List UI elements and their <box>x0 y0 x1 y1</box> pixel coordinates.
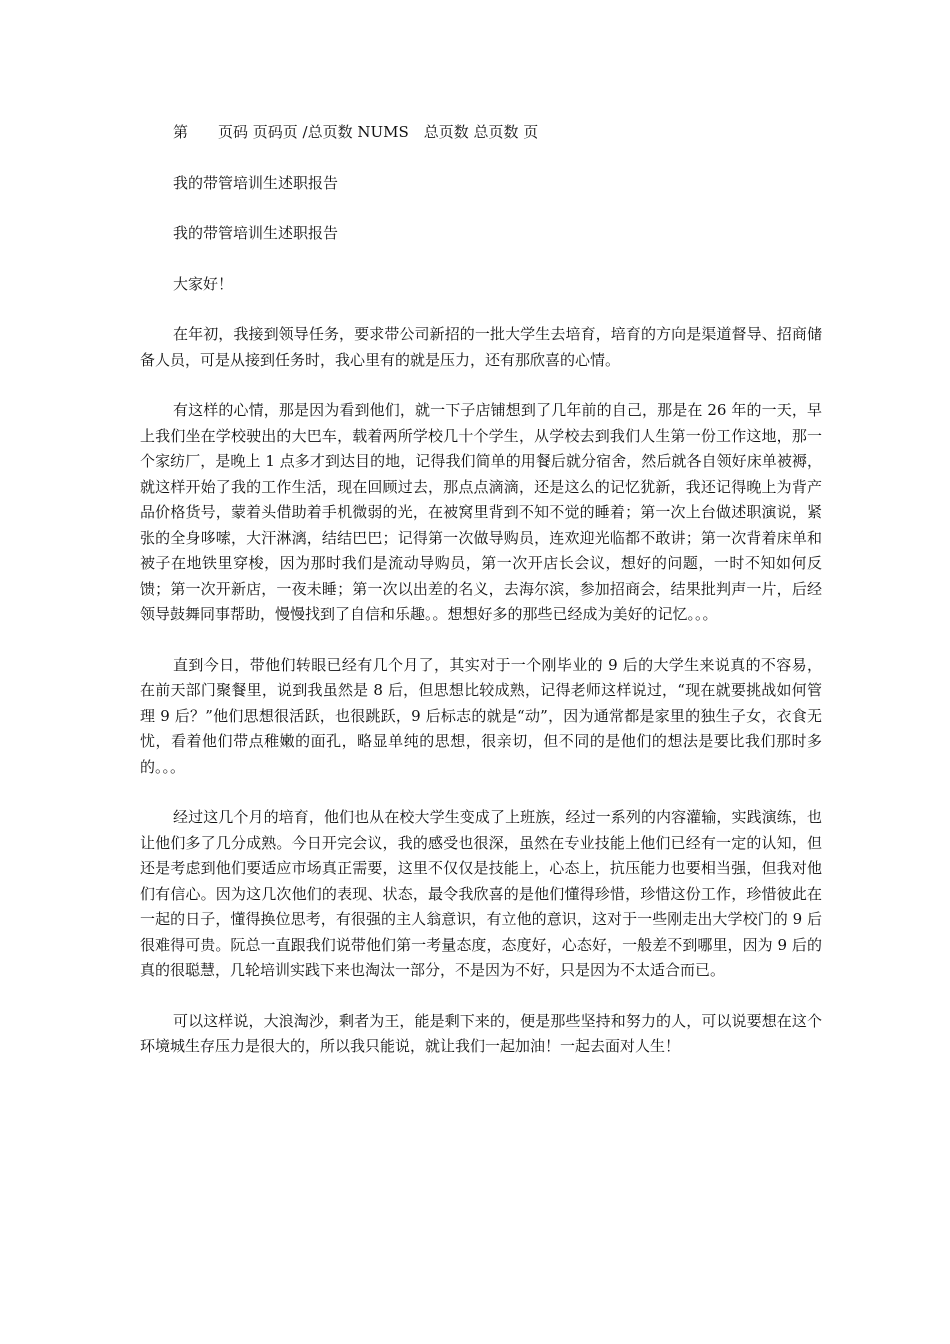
paragraph-5: 可以这样说，大浪淘沙，剩者为王，能是剩下来的，便是那些坚持和努力的人，可以说要想在这个环境城生存压力是很大的，所以我只能说，就让我们一起加油！一起去面对人生！ <box>140 1011 822 1055</box>
paragraph-3: 直到今日，带他们转眼已经有几个月了，其实对于一个刚毕业的 9 后的大学生来说真的不容易，在前天部门聚餐里，说到我虽然是 8 后，但思想比较成熟，记得老师这样说过，“现在就要挑战如何管理 9 后？”他们思想很活跃，也很跳跃，9 后标志的就是“动”，因为通常都是家里的独生子女，衣食无忧，看着他们带点稚嫩的面孔，略显单纯的思想，很亲切，但不同的是他们的想法是要比我们那时多的。。。 <box>140 655 822 776</box>
paragraph-4: 经过这几个月的培育，他们也从在校大学生变成了上班族，经过一系列的内容灌输，实践演练，也让他们多了几分成熟。今日开完会议，我的感受也很深，虽然在专业技能上他们已经有一定的认知，但还是考虑到他们要适应市场真正需要，这里不仅仅是技能上，心态上，抗压能力也要相当强，但我对他们有信心。因为这几次他们的表现、状态，最令我欣喜的是他们懂得珍惜，珍惜这份工作，珍惜彼此在一起的日子，懂得换位思考，有很强的主人翁意识，有立他的意识，这对于一些刚走出大学校门的 9 后很难得可贵。阮总一直跟我们说带他们第一考量态度，态度好，心态好，一般差不到哪里，因为 9 后的真的很聪慧，几轮培训实践下来也淘汰一部分，不是因为不好，只是因为不太适合而已。 <box>140 808 822 979</box>
document-subtitle: 我的带管培训生述职报告 <box>173 224 339 242</box>
document-body <box>140 120 822 1085</box>
paragraph-2: 有这样的心情，那是因为看到他们，就一下子店铺想到了几年前的自己，那是在 26 年的一天，早上我们坐在学校驶出的大巴车，载着两所学校几十个学生，从学校去到我们人生第一份工作这地，那一个家纺厂，是晚上 1 点多才到达目的地，记得我们简单的用餐后就分宿舍，然后就各自领好床单被褥，就这样开始了我的工作生活，现在回顾过去，那点点滴滴，还是这么的记忆犹新，我还记得晚上为背产品价格货号，蒙着头借助着手机微弱的光，在被窝里背到不知不觉的睡着；第一次上台做述职演说，紧张的全身哆嗦，大汗淋漓，结结巴巴；记得第一次做导购员，连欢迎光临都不敢讲；第一次背着床单和被子在地铁里穿梭，因为那时我们是流动导购员，第一次开店长会议，想好的问题，一时不知如何反馈；第一次开新店，一夜未睡；第一次以出差的名义，去海尔滨，参加招商会，结果批判声一片，后经领导鼓舞同事帮助，慢慢找到了自信和乐趣。。想想好多的那些已经成为美好的记忆。。。 <box>140 401 822 623</box>
paragraph-1: 在年初，我接到领导任务，要求带公司新招的一批大学生去培育，培育的方向是渠道督导、招商储备人员，可是从接到任务时，我心里有的就是压力，还有那欣喜的心情。 <box>140 325 822 369</box>
greeting: 大家好！ <box>173 274 234 293</box>
page-number-field: 第 页码 页码页 /总页数 NUMS 总页数 总页数 页 <box>173 123 539 141</box>
document-title: 我的带管培训生述职报告 <box>173 173 339 192</box>
